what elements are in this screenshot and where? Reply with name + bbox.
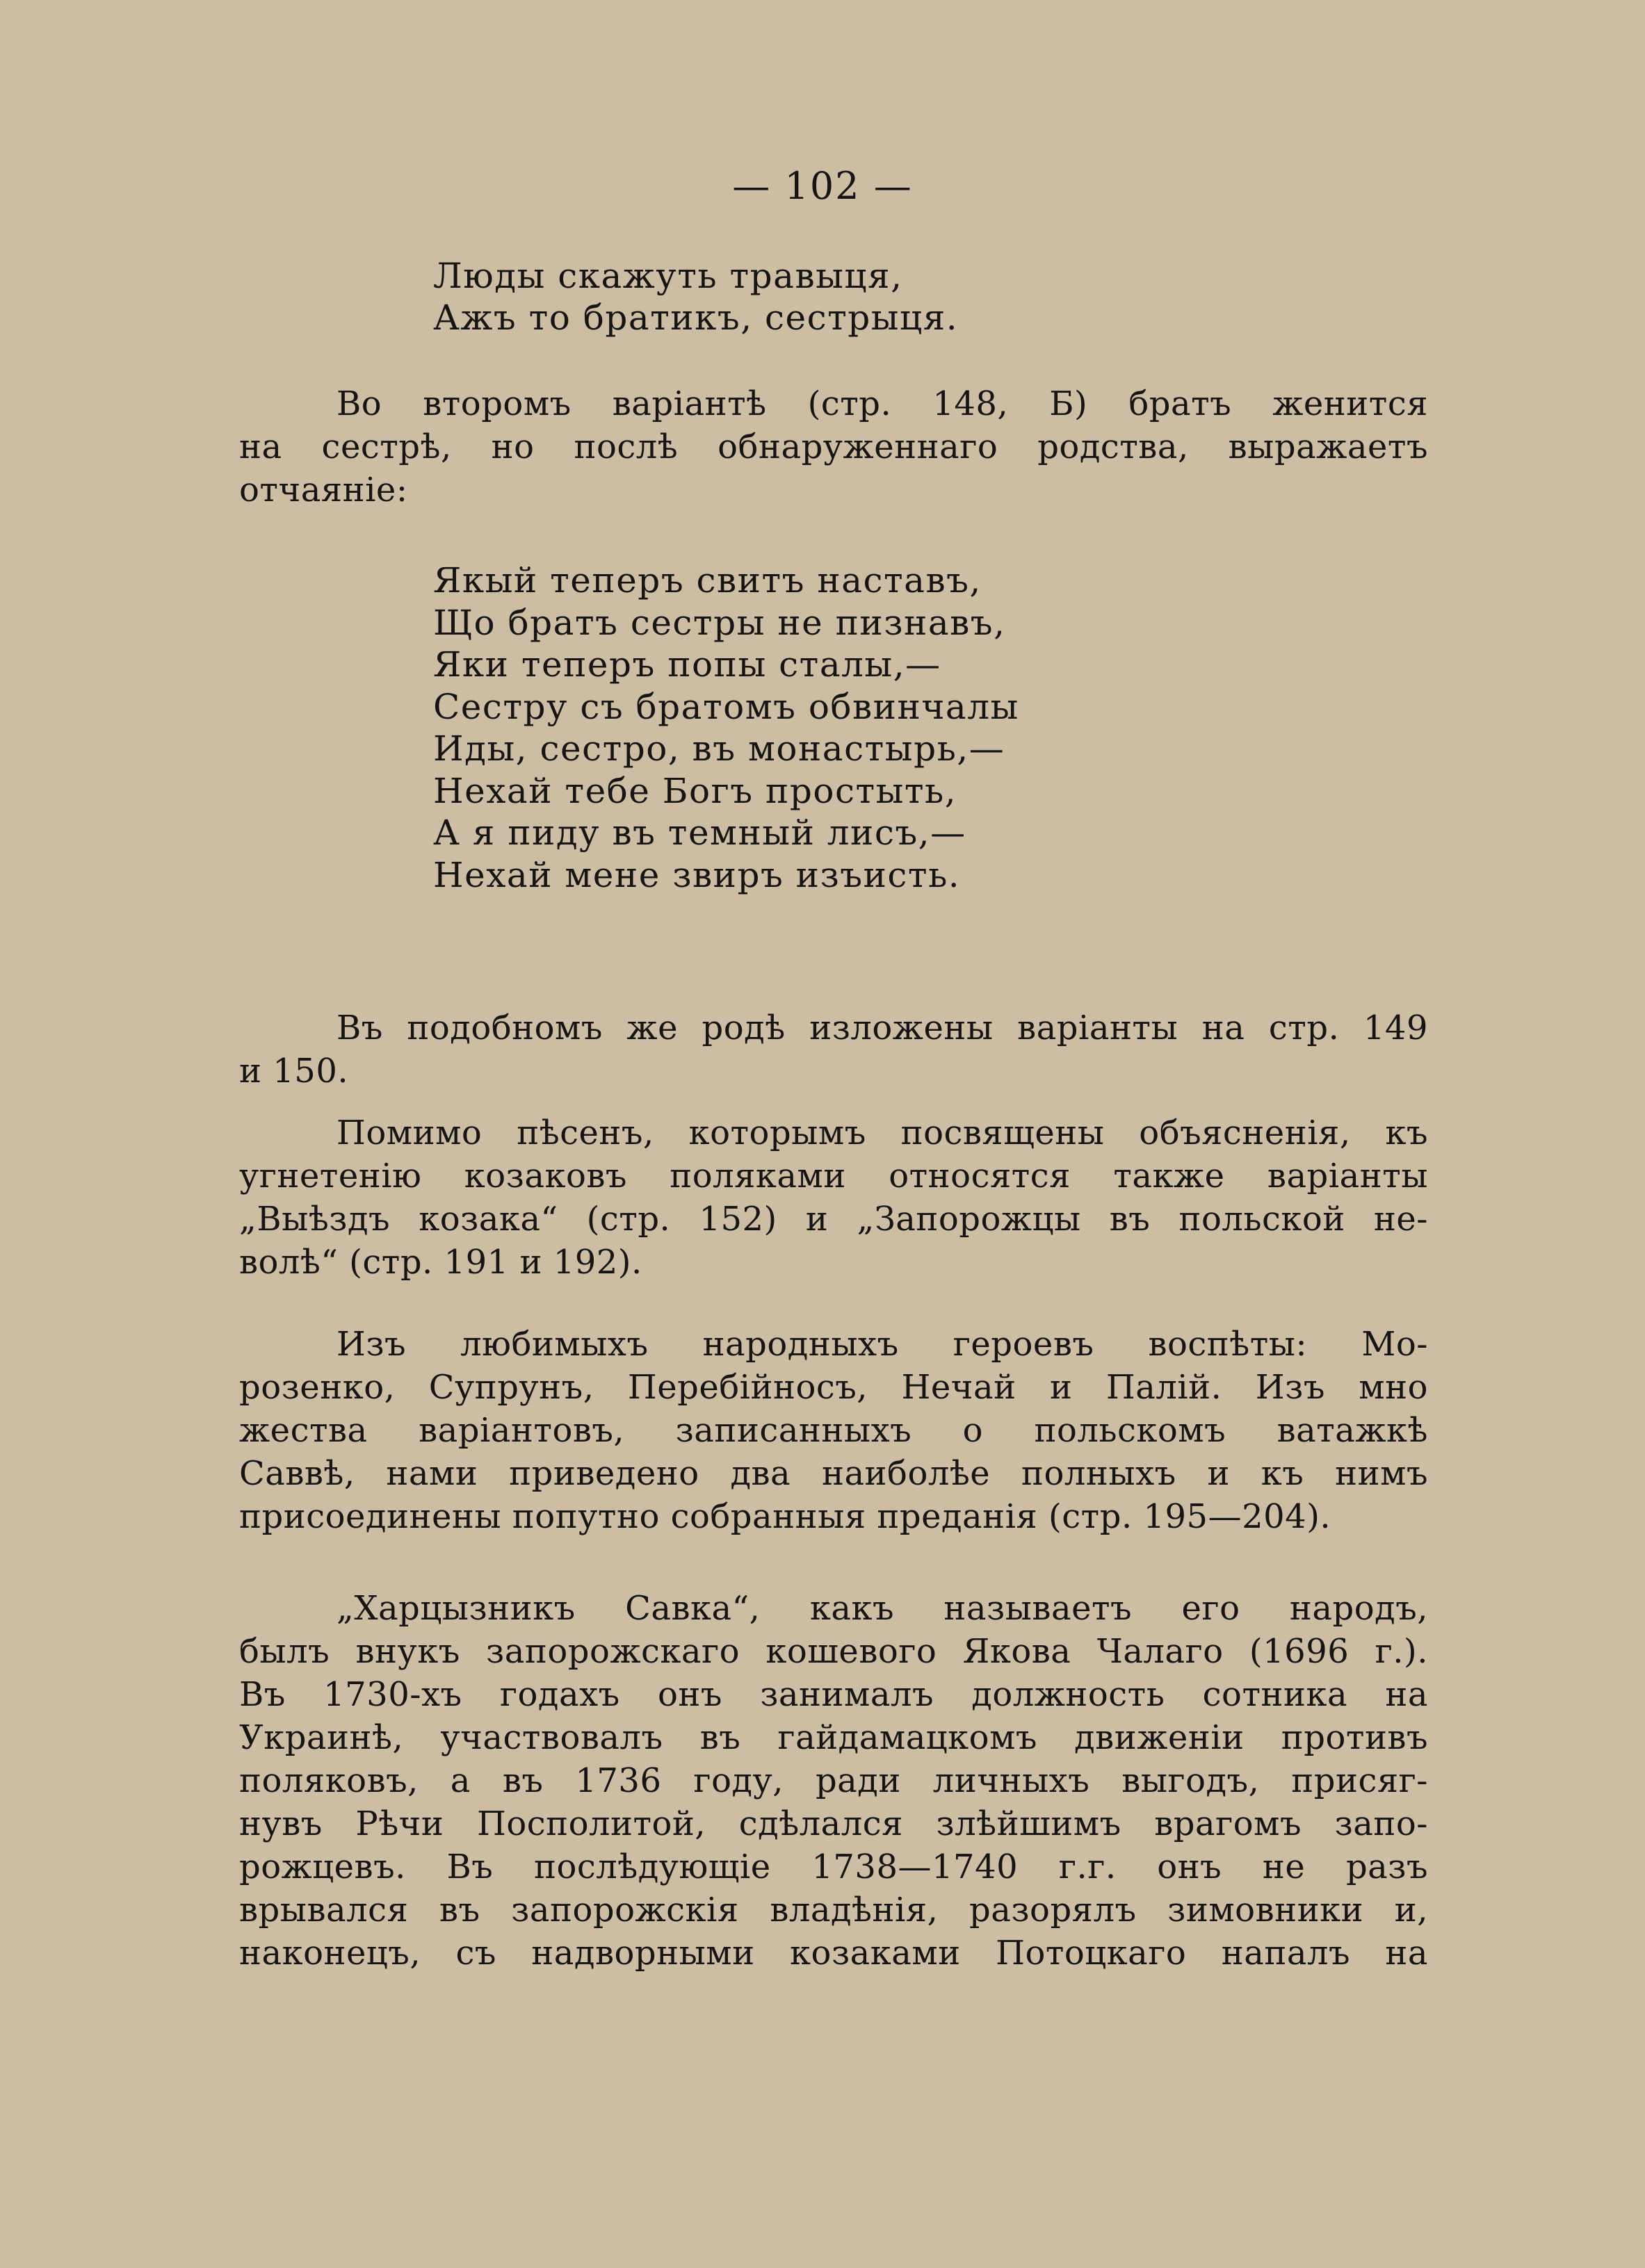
verse-block-1: [433, 255, 958, 338]
verse-line: Ажъ то братикъ, сестрыця.: [433, 297, 959, 338]
verse-line: Якый теперъ свитъ наставъ,: [433, 560, 982, 601]
paragraph-2: [239, 1006, 1428, 1093]
page-number: — 102 —: [732, 164, 913, 208]
paragraph-line: Въ подобномъ же родѣ изложены варіанты на стр. 149: [337, 1009, 1428, 1047]
verse-line: Що братъ сестры не пизнавъ,: [433, 602, 1006, 643]
paragraph-5: [239, 1587, 1428, 1975]
paragraph-line: на сестрѣ, но послѣ обнаруженнаго родства, выражаетъ: [239, 427, 1428, 466]
paragraph-line: угнетенію козаковъ поляками относятся также варіанты: [239, 1157, 1428, 1196]
paragraph-line: отчаяніе:: [239, 471, 408, 509]
paragraph-line: жества варіантовъ, записанныхъ о польскомъ ватажкѣ: [239, 1411, 1428, 1450]
verse-line: Люды скажуть травыця,: [433, 256, 903, 296]
paragraph-4: [239, 1323, 1428, 1538]
paragraph-line: Украинѣ, участвовалъ въ гайдамацкомъ движеніи противъ: [239, 1718, 1428, 1757]
paragraph-line: былъ внукъ запорожскаго кошевого Якова Чалаго (1696 г.).: [239, 1632, 1428, 1671]
paragraph-line: Помимо пѣсенъ, которымъ посвящены объясненія, къ: [337, 1113, 1428, 1152]
paragraph-line: и 150.: [239, 1052, 349, 1091]
verse-line: Иды, сестро, въ монастырь,—: [433, 728, 1005, 769]
paragraph-line: поляковъ, а въ 1736 году, ради личныхъ выгодъ, присяг-: [239, 1761, 1428, 1800]
paragraph-line: наконецъ, съ надворными козаками Потоцкаго напалъ на: [239, 1934, 1428, 1973]
paragraph-1: [239, 382, 1428, 512]
paragraph-line: волѣ“ (стр. 191 и 192).: [239, 1243, 642, 1282]
paragraph-line: „Харцызникъ Савка“, какъ называетъ его народъ,: [337, 1589, 1428, 1628]
paragraph-3: [239, 1111, 1428, 1284]
paragraph-line: Саввѣ, нами приведено два наиболѣе полныхъ и къ нимъ: [239, 1454, 1428, 1493]
verse-line: Яки теперъ попы сталы,—: [433, 644, 941, 685]
verse-line: Сестру съ братомъ обвинчалы: [433, 686, 1019, 727]
paragraph-line: Изъ любимыхъ народныхъ героевъ воспѣты: Мо-: [337, 1325, 1428, 1364]
verse-line: Нехай мене звиръ изъисть.: [433, 854, 961, 895]
paragraph-line: Во второмъ варіантѣ (стр. 148, Б) братъ женится: [337, 384, 1428, 423]
paragraph-line: Въ 1730-хъ годахъ онъ занималъ должность сотника на: [239, 1675, 1428, 1714]
paragraph-line: рожцевъ. Въ послѣдующіе 1738—1740 г.г. онъ не разъ: [239, 1847, 1428, 1886]
paragraph-line: „Выѣздъ козака“ (стр. 152) и „Запорожцы въ польской не-: [239, 1200, 1428, 1239]
paragraph-line: присоединены попутно собранныя преданія (стр. 195—204).: [239, 1497, 1331, 1536]
verse-line: А я пиду въ темный лисъ,—: [433, 813, 966, 853]
verse-block-2: [433, 560, 1019, 896]
paragraph-line: врывался въ запорожскія владѣнія, разорялъ зимовники и,: [239, 1891, 1428, 1930]
paragraph-line: розенко, Супрунъ, Перебійносъ, Нечай и Палій. Изъ мно: [239, 1368, 1428, 1407]
paragraph-line: нувъ Рѣчи Посполитой, сдѣлался злѣйшимъ врагомъ запо-: [239, 1804, 1428, 1843]
verse-line: Нехай тебе Богъ простыть,: [433, 770, 957, 811]
